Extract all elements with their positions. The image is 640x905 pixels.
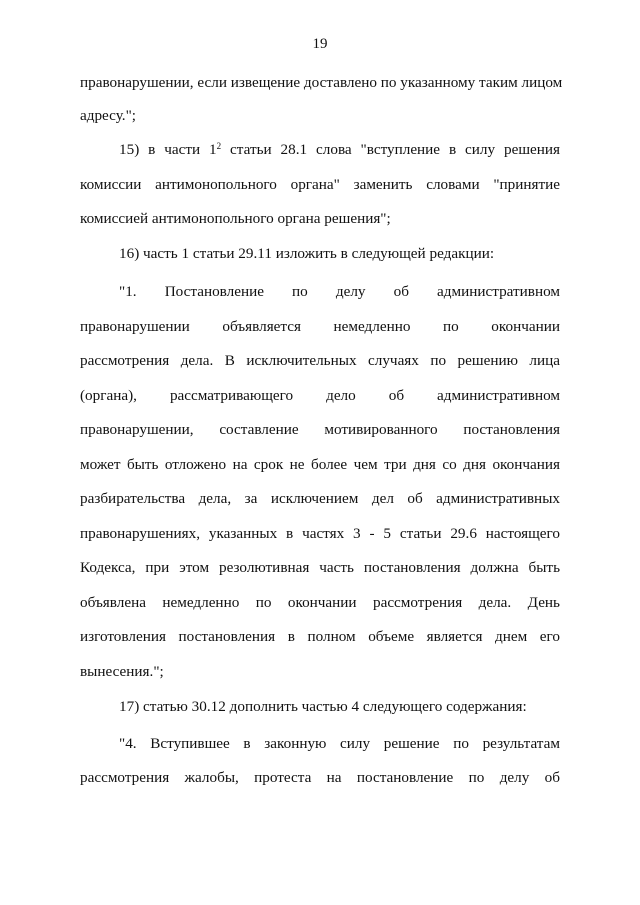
text-line: Кодекса, при этом резолютивная часть постановления должна быть bbox=[80, 559, 560, 576]
quote-1-line: "1. Постановление по делу об административном bbox=[119, 283, 560, 300]
item-16-line: 16) часть 1 статьи 29.11 изложить в следующей редакции: bbox=[119, 245, 495, 262]
text-line: адресу."; bbox=[80, 107, 137, 124]
text-line: (органа), рассматривающего дело об административном bbox=[80, 387, 560, 404]
text-line: рассмотрения дела. В исключительных случаях по решению лица bbox=[80, 352, 560, 369]
item-15-line bbox=[119, 141, 560, 159]
page-number: 19 bbox=[312, 36, 328, 52]
text-line: может быть отложено на срок не более чем три дня со дня окончания bbox=[80, 456, 560, 473]
quote-4-line: "4. Вступившее в законную силу решение по результатам bbox=[119, 735, 560, 752]
text-line: правонарушении объявляется немедленно по окончании bbox=[80, 318, 560, 335]
text-line: правонарушениях, указанных в частях 3 - 5 статьи 29.6 настоящего bbox=[80, 525, 560, 542]
superscript: 2 bbox=[216, 141, 222, 151]
text-line: правонарушении, составление мотивированного постановления bbox=[80, 421, 560, 438]
item-15-text-cont: статьи 28.1 слова "вступление в силу решения bbox=[221, 141, 560, 158]
item-15-text: 15) в части 1 bbox=[119, 141, 217, 158]
text-line: разбирательства дела, за исключением дел об административных bbox=[80, 490, 560, 507]
text-line: вынесения."; bbox=[80, 663, 164, 680]
item-17-line: 17) статью 30.12 дополнить частью 4 следующего содержания: bbox=[119, 698, 527, 715]
text-line: комиссией антимонопольного органа решения"; bbox=[80, 210, 391, 227]
text-line: объявлена немедленно по окончании рассмотрения дела. День bbox=[80, 594, 560, 611]
text-line: правонарушении, если извещение доставлено по указанному таким лицом bbox=[80, 74, 563, 91]
text-line: комиссии антимонопольного органа" заменить словами "принятие bbox=[80, 176, 560, 193]
text-line: рассмотрения жалобы, протеста на постановление по делу об bbox=[80, 769, 560, 786]
text-line: изготовления постановления в полном объеме является днем его bbox=[80, 628, 560, 645]
